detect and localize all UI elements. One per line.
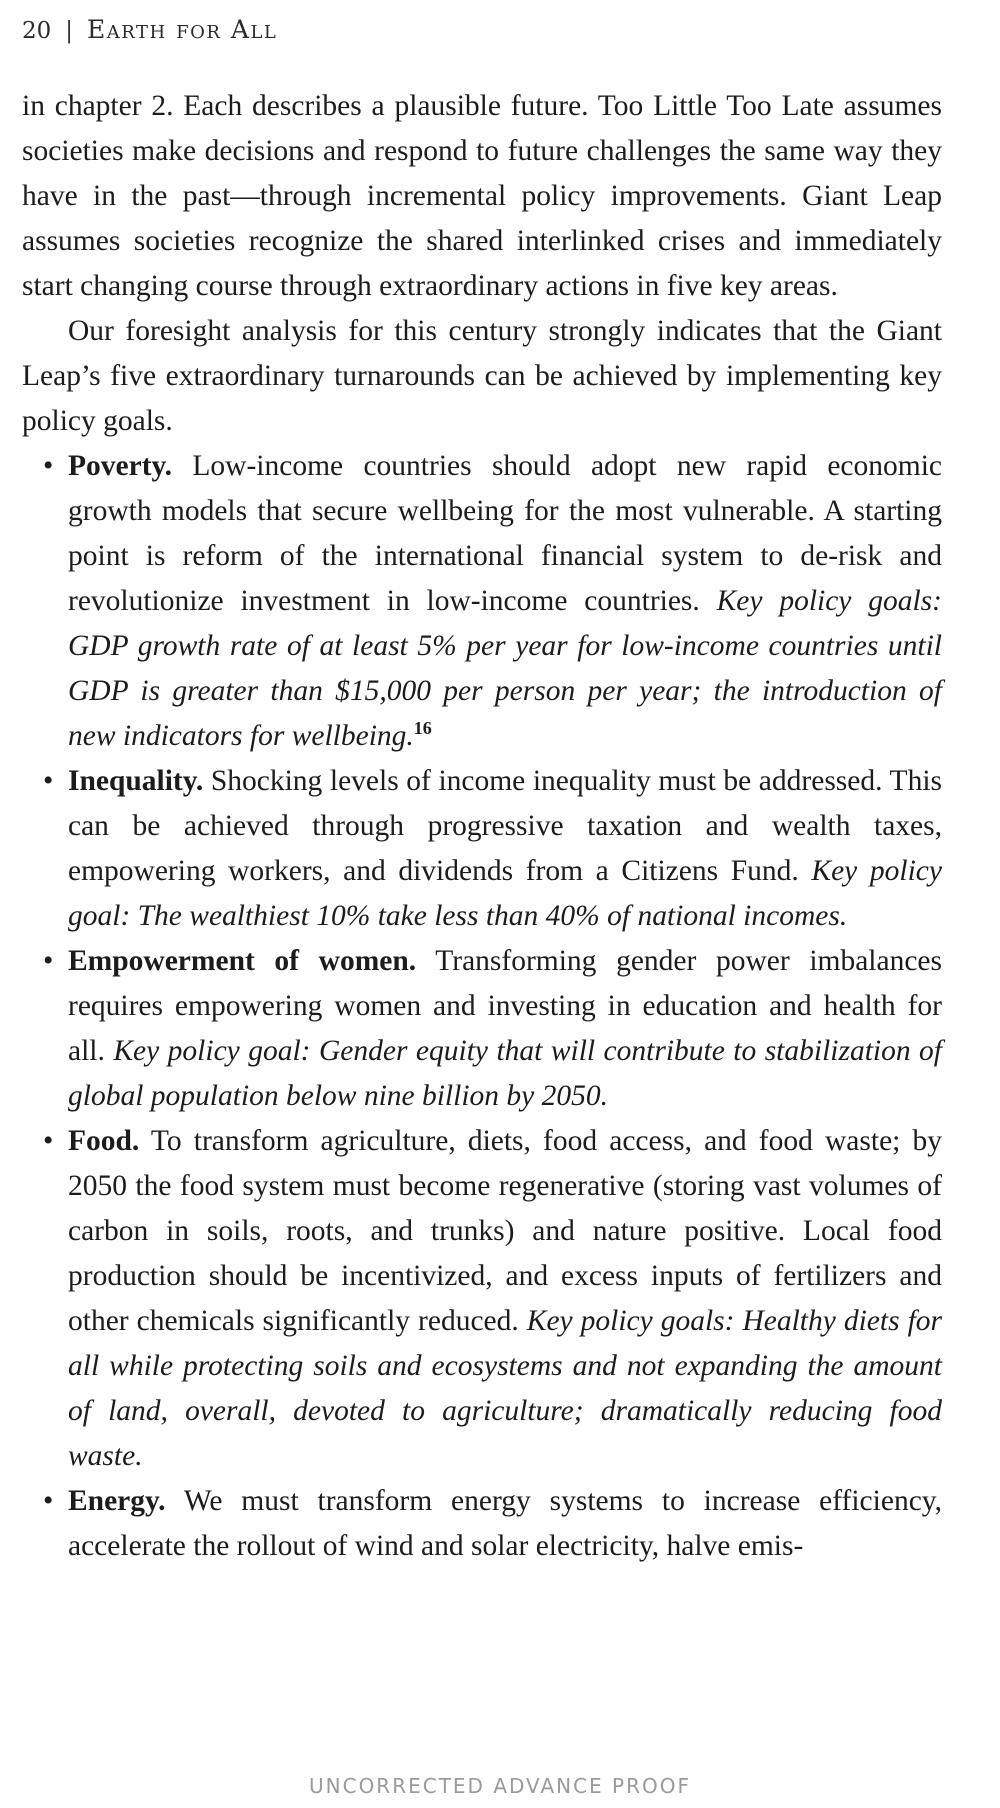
bullet-icon: • — [43, 765, 54, 797]
paragraph: Our foresight analysis for this century strongly indicates that the Giant Leap’s five extraordinary turnarounds can be achieved by implementing key policy goals. — [22, 315, 942, 437]
item-heading: Poverty. — [68, 450, 173, 482]
page-number: 20 — [22, 18, 52, 44]
item-heading: Inequality. — [68, 765, 204, 797]
item-policy-goal: Key policy goals: GDP growth rate of at least 5% per year for low-income countries until GDP is greater than $15,000 per person per year; the introduction of new indicators for wellbeing. — [68, 585, 942, 752]
item-text: Low-income countries should adopt new rapid economic growth models that secure wellbeing for the most vulnerable. A starting point is reform of the international financial system to de-risk and revolutionize investment in low-income countries. — [68, 450, 942, 617]
item-heading: Energy. — [68, 1485, 166, 1517]
list-item-food — [43, 1119, 942, 1479]
policy-goal-list — [22, 444, 942, 1569]
item-policy-goal: Key policy goals: Healthy diets for all while protecting soils and ecosystems and not expanding the amount of land, overall, devoted to agriculture; dramatically reducing food waste. — [68, 1305, 942, 1472]
list-item-energy — [43, 1479, 942, 1569]
list-item-empowerment-of-women — [43, 939, 943, 1119]
bullet-icon: • — [43, 945, 54, 977]
item-text: Shocking levels of income inequality must be addressed. This can be achieved through progressive taxation and wealth taxes, empowering workers, and dividends from a Citizens Fund. — [68, 765, 942, 887]
bullet-icon: • — [43, 1125, 54, 1157]
item-heading: Empowerment of women. — [68, 945, 417, 977]
running-header — [22, 14, 277, 47]
item-text: Transforming gender power imbalances requires empowering women and investing in education and health for all. — [68, 945, 943, 1067]
item-text: We must transform energy systems to increase efficiency, accelerate the rollout of wind and solar electricity, halve emis- — [68, 1485, 942, 1562]
proof-footer: UNCORRECTED ADVANCE PROOF — [309, 1774, 691, 1798]
body-text — [22, 84, 942, 1569]
item-policy-goal: Key policy goal: Gender equity that will contribute to stabilization of global population below nine billion by 2050. — [68, 1035, 942, 1112]
book-title: Earth for All — [87, 15, 278, 44]
list-item-inequality — [43, 759, 942, 939]
footnote-reference[interactable]: 16 — [413, 718, 432, 739]
item-heading: Food. — [68, 1125, 140, 1157]
bullet-icon: • — [43, 450, 54, 482]
list-item-poverty — [43, 444, 942, 759]
paragraph: in chapter 2. Each describes a plausible future. Too Little Too Late assumes societies make decisions and respond to future challenges the same way they have in the past—through incremental policy improvements. Giant Leap assumes societies recognize the shared interlinked crises and immediately start changing course through extraordinary actions in five key areas. — [22, 90, 942, 302]
bullet-icon: • — [43, 1485, 54, 1517]
item-text: To transform agriculture, diets, food access, and food waste; by 2050 the food system must become regenerative (storing vast volumes of carbon in soils, roots, and trunks) and nature positive. Local food production should be incentivized, and excess inputs of fertilizers and other chemicals significantly reduced. — [68, 1125, 942, 1337]
header-separator: | — [65, 18, 74, 44]
item-policy-goal: Key policy goal: The wealthiest 10% take less than 40% of national incomes. — [68, 855, 942, 932]
